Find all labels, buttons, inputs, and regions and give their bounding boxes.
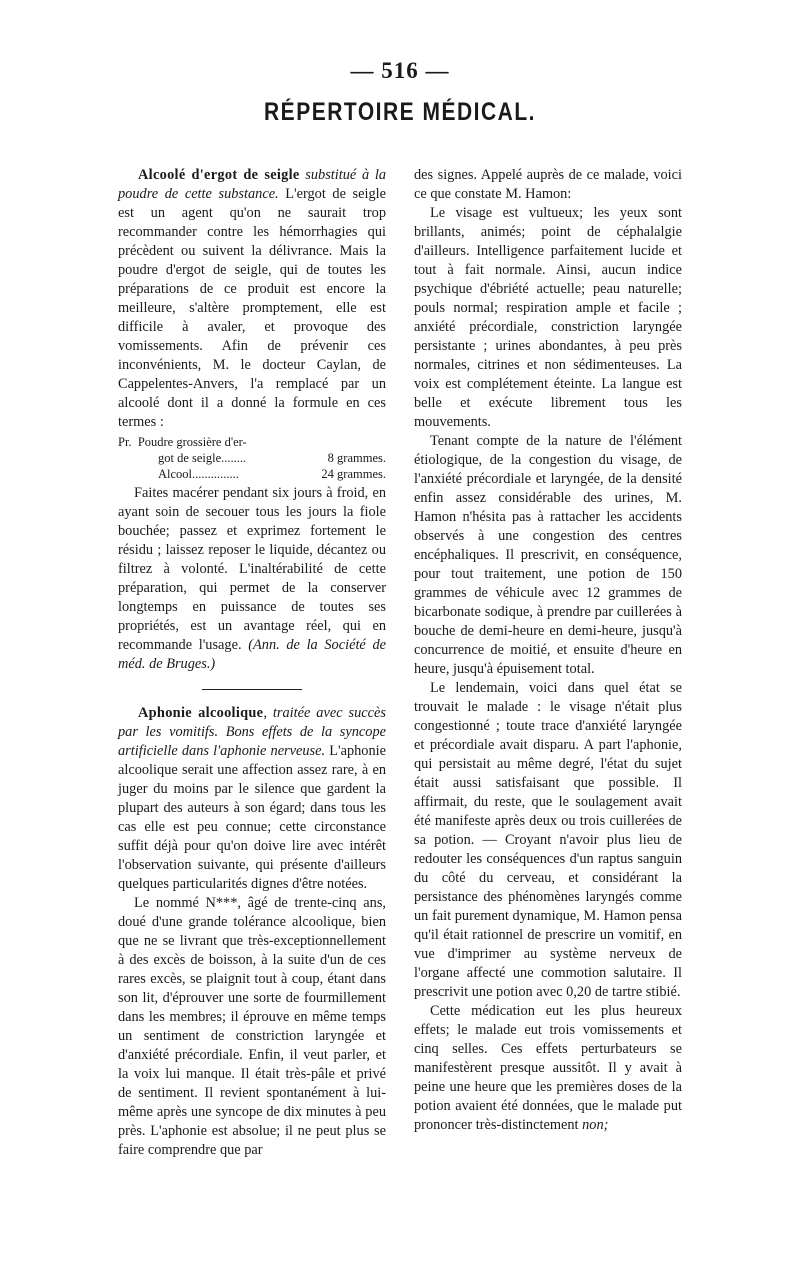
body-text: Faites macérer pendant six jours à froid, en ayant soin de secouer tous les jours la fiole bouchée; passez et exprimez fortement le résidu ; laissez reposer le liquide, décantez ou filtrez à volonté. L'inaltérabilité de cette préparation, qui permet de la conserver longtemps en puissance de toutes ses propriétés, est un avantage réel, qui en recommande l'usage. bbox=[118, 485, 386, 653]
formula-quantity: 8 grammes. bbox=[327, 451, 386, 465]
body-text: L'aphonie alcoolique serait une affection assez rare, à en juger du moins par le silence que gardent la plupart des auteurs à son égard; dans tous les cas elle est peu connue; cette circonstance suffit déjà pour qu'on doive lire avec intérêt l'observation suivante, qui présente d'ailleurs quelques particularités dignes d'être notées. bbox=[118, 743, 386, 892]
formula-ingredient: got de seigle........ bbox=[158, 451, 247, 465]
right-column bbox=[414, 166, 682, 1135]
entry-alcoole-paragraph bbox=[118, 166, 386, 432]
section-separator bbox=[202, 689, 302, 690]
left-column bbox=[118, 166, 386, 1160]
body-paragraph: Le nommé N***, âgé de trente-cinq ans, doué d'une grande tolérance alcoolique, bien que ne se livrant que très-exceptionnellement à des excès de boisson, à la suite d'un de ces rares excès, se plaignit tout à coup, étant dans son lit, d'éprouver une sorte de fourmillement dans les membres; il éprouve en même temps un sentiment de constriction laryngée et d'anxiété précordiale. Enfin, il veut parler, et la voix lui manque. Il était très-pâle et privé de sentiment. Il revient spontanément à lui-même après une syncope de dix minutes à peu près. L'aphonie est absolue; il ne peut plus se faire comprendre que par bbox=[118, 895, 386, 1158]
emphasis-text: non; bbox=[582, 1117, 609, 1133]
formula-quantity: 24 grammes. bbox=[321, 467, 386, 481]
formula-row bbox=[118, 466, 386, 482]
running-title: RÉPERTOIRE MÉDICAL. bbox=[264, 98, 536, 127]
formula-prefix: Pr. bbox=[118, 435, 132, 449]
body-paragraph: des signes. Appelé auprès de ce malade, voici ce que constate M. Hamon: bbox=[414, 167, 682, 202]
page-number: — 516 — bbox=[350, 58, 450, 83]
body-text: L'ergot de seigle est un agent qu'on ne saurait trop recommander contre les hémorrhagies qui précèdent ou suivent la délivrance. Mais la poudre d'ergot de seigle, qui de toutes les préparations de ce produit est encore la meilleure, s'altère promptement, elle est difficile à avaler, et provoque des vomissements. Afin de prévenir ces inconvénients, M. le docteur Caylan, de Cappelentes-Anvers, l'a remplacé par un alcoolé dont il a donné la formule en ces termes : bbox=[118, 186, 386, 430]
formula-ingredient: Alcool............... bbox=[158, 467, 239, 481]
entry-subtitle-aphonie: , traitée avec succès par les vomitifs. Bons effets de la syncope artificielle dans l'aphonie nerveuse. bbox=[118, 705, 386, 759]
formula-block bbox=[118, 434, 386, 482]
body-paragraph: Tenant compte de la nature de l'élément étiologique, de la congestion du visage, de l'anxiété précordiale et laryngée, de la densité enfin assez considérable des urines, M. Hamon n'hésita pas à rattacher les accidents observés à une congestion des centres encéphaliques. Il prescrivit, en conséquence, pour tout traitement, une potion de 150 grammes de véhicule avec 12 grammes de bicarbonate sodique, à prendre par cuillerées à bouche de demi-heure en demi-heure, jusqu'à concurrence de moitié, et ensuite d'heure en heure, jusqu'à épuisement total. bbox=[414, 433, 682, 677]
entry-title-alcoole: Alcoolé d'ergot de seigle bbox=[138, 167, 300, 183]
entry-title-aphonie: Aphonie alcoolique bbox=[138, 705, 264, 721]
body-paragraph: Le visage est vultueux; les yeux sont brillants, animés; point de céphalalgie d'ailleurs. Intelligence parfaitement lucide et tout à fait normale. Ainsi, aucun indice psychique d'ébriété actuelle; peau naturelle; pouls normal; respiration ample et facile ; anxiété précordiale, constriction laryngée persistante ; urines abondantes, à peu près normales, citrines et non sédimenteuses. La voix est complétement éteinte. La langue est belle et exécute librement tous les mouvements. bbox=[414, 205, 682, 430]
formula-row bbox=[118, 450, 386, 466]
body-paragraph bbox=[118, 484, 386, 674]
entry-aphonie-paragraph bbox=[118, 704, 386, 894]
body-text: Cette médication eut les plus heureux effets; le malade eut trois vomissements et cinq selles. Ces effets perturbateurs se manifestèrent presque aussitôt. Il y avait à peine une heure que les premières doses de la potion avaient été données, que le malade put prononcer très-distinctement bbox=[414, 1003, 682, 1133]
formula-ingredient: Poudre grossière d'er- bbox=[137, 435, 247, 449]
body-paragraph: Le lendemain, voici dans quel état se trouvait le malade : le visage n'était plus congestionné ; toute trace d'anxiété laryngée et précordiale avait disparu. A part l'aphonie, qui persistait au même degré, l'état du sujet était aussi satisfaisant que possible. Il affirmait, du reste, que le soulagement avait été manifeste après deux ou trois cuillerées de sa potion. — Croyant n'avoir plus lieu de redouter les conséquences d'un raptus sanguin du côté du cerveau, et considérant la persistance des phénomènes laryngés comme un fait purement dynamique, M. Hamon pensa qu'il était rationnel de prescrire un vomitif, en vue d'imprimer au système nerveux de l'organe affecté une commotion salutaire. Il prescrivit une potion avec 0,20 de tartre stibié. bbox=[414, 680, 682, 1000]
entry-subtitle-alcoole: substitué à la poudre de cette substance. bbox=[118, 167, 386, 202]
formula-row bbox=[118, 434, 386, 450]
source-citation: (Ann. de la Société de méd. de Bruges.) bbox=[118, 637, 386, 672]
body-paragraph bbox=[414, 1002, 682, 1135]
